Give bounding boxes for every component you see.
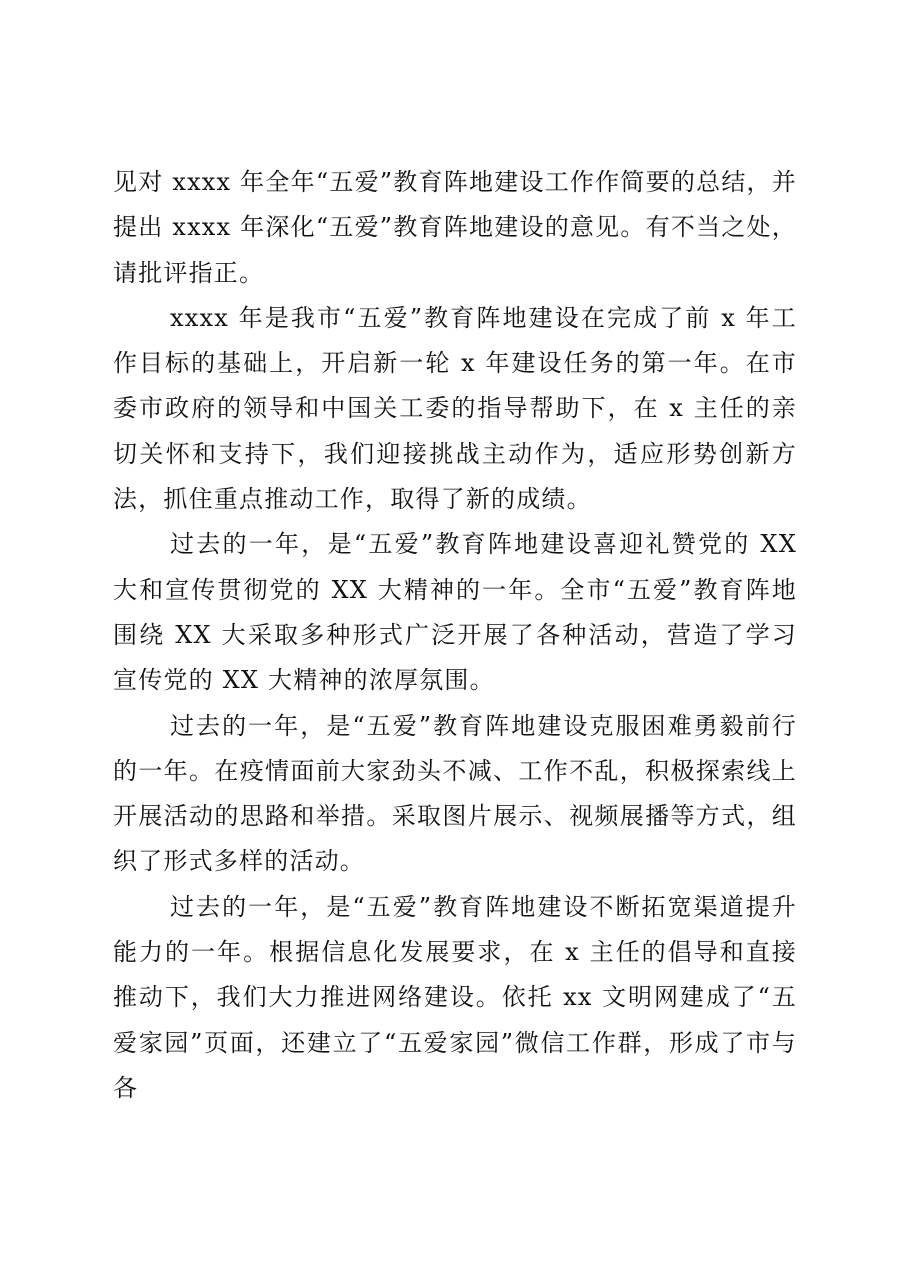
paragraph-3: 过去的一年，是“五爱”教育阵地建设喜迎礼赞党的 XX 大和宣传贯彻党的 XX 大精神的一年。全市“五爱”教育阵地围绕 XX 大采取多种形式广泛开展了各种活动，营造了学习宣传党的 XX 大精神的浓厚氛围。	[113, 530, 797, 695]
paragraph-4: 过去的一年，是“五爱”教育阵地建设克服困难勇毅前行的一年。在疫情面前大家劲头不减、工作不乱，积极探索线上开展活动的思路和举措。采取图片展示、视频展播等方式，组织了形式多样的活动。	[113, 711, 797, 876]
document-body	[113, 160, 797, 1111]
paragraph-1: 见对 xxxx 年全年“五爱”教育阵地建设工作作简要的总结，并提出 xxxx 年深化“五爱”教育阵地建设的意见。有不当之处，请批评指正。	[113, 168, 797, 287]
paragraph-5: 过去的一年，是“五爱”教育阵地建设不断拓宽渠道提升能力的一年。根据信息化发展要求，在 x 主任的倡导和直接推动下，我们大力推进网络建设。依托 xx 文明网建成了“五爱家园”页面，还建立了“五爱家园”微信工作群，形成了市与各	[113, 892, 797, 1102]
paragraph-2: xxxx 年是我市“五爱”教育阵地建设在完成了前 x 年工作目标的基础上，开启新一轮 x 年建设任务的第一年。在市委市政府的领导和中国关工委的指导帮助下，在 x 主任的亲切关怀和支持下，我们迎接挑战主动作为，适应形势创新方法，抓住重点推动工作，取得了新的成绩。	[113, 303, 797, 514]
